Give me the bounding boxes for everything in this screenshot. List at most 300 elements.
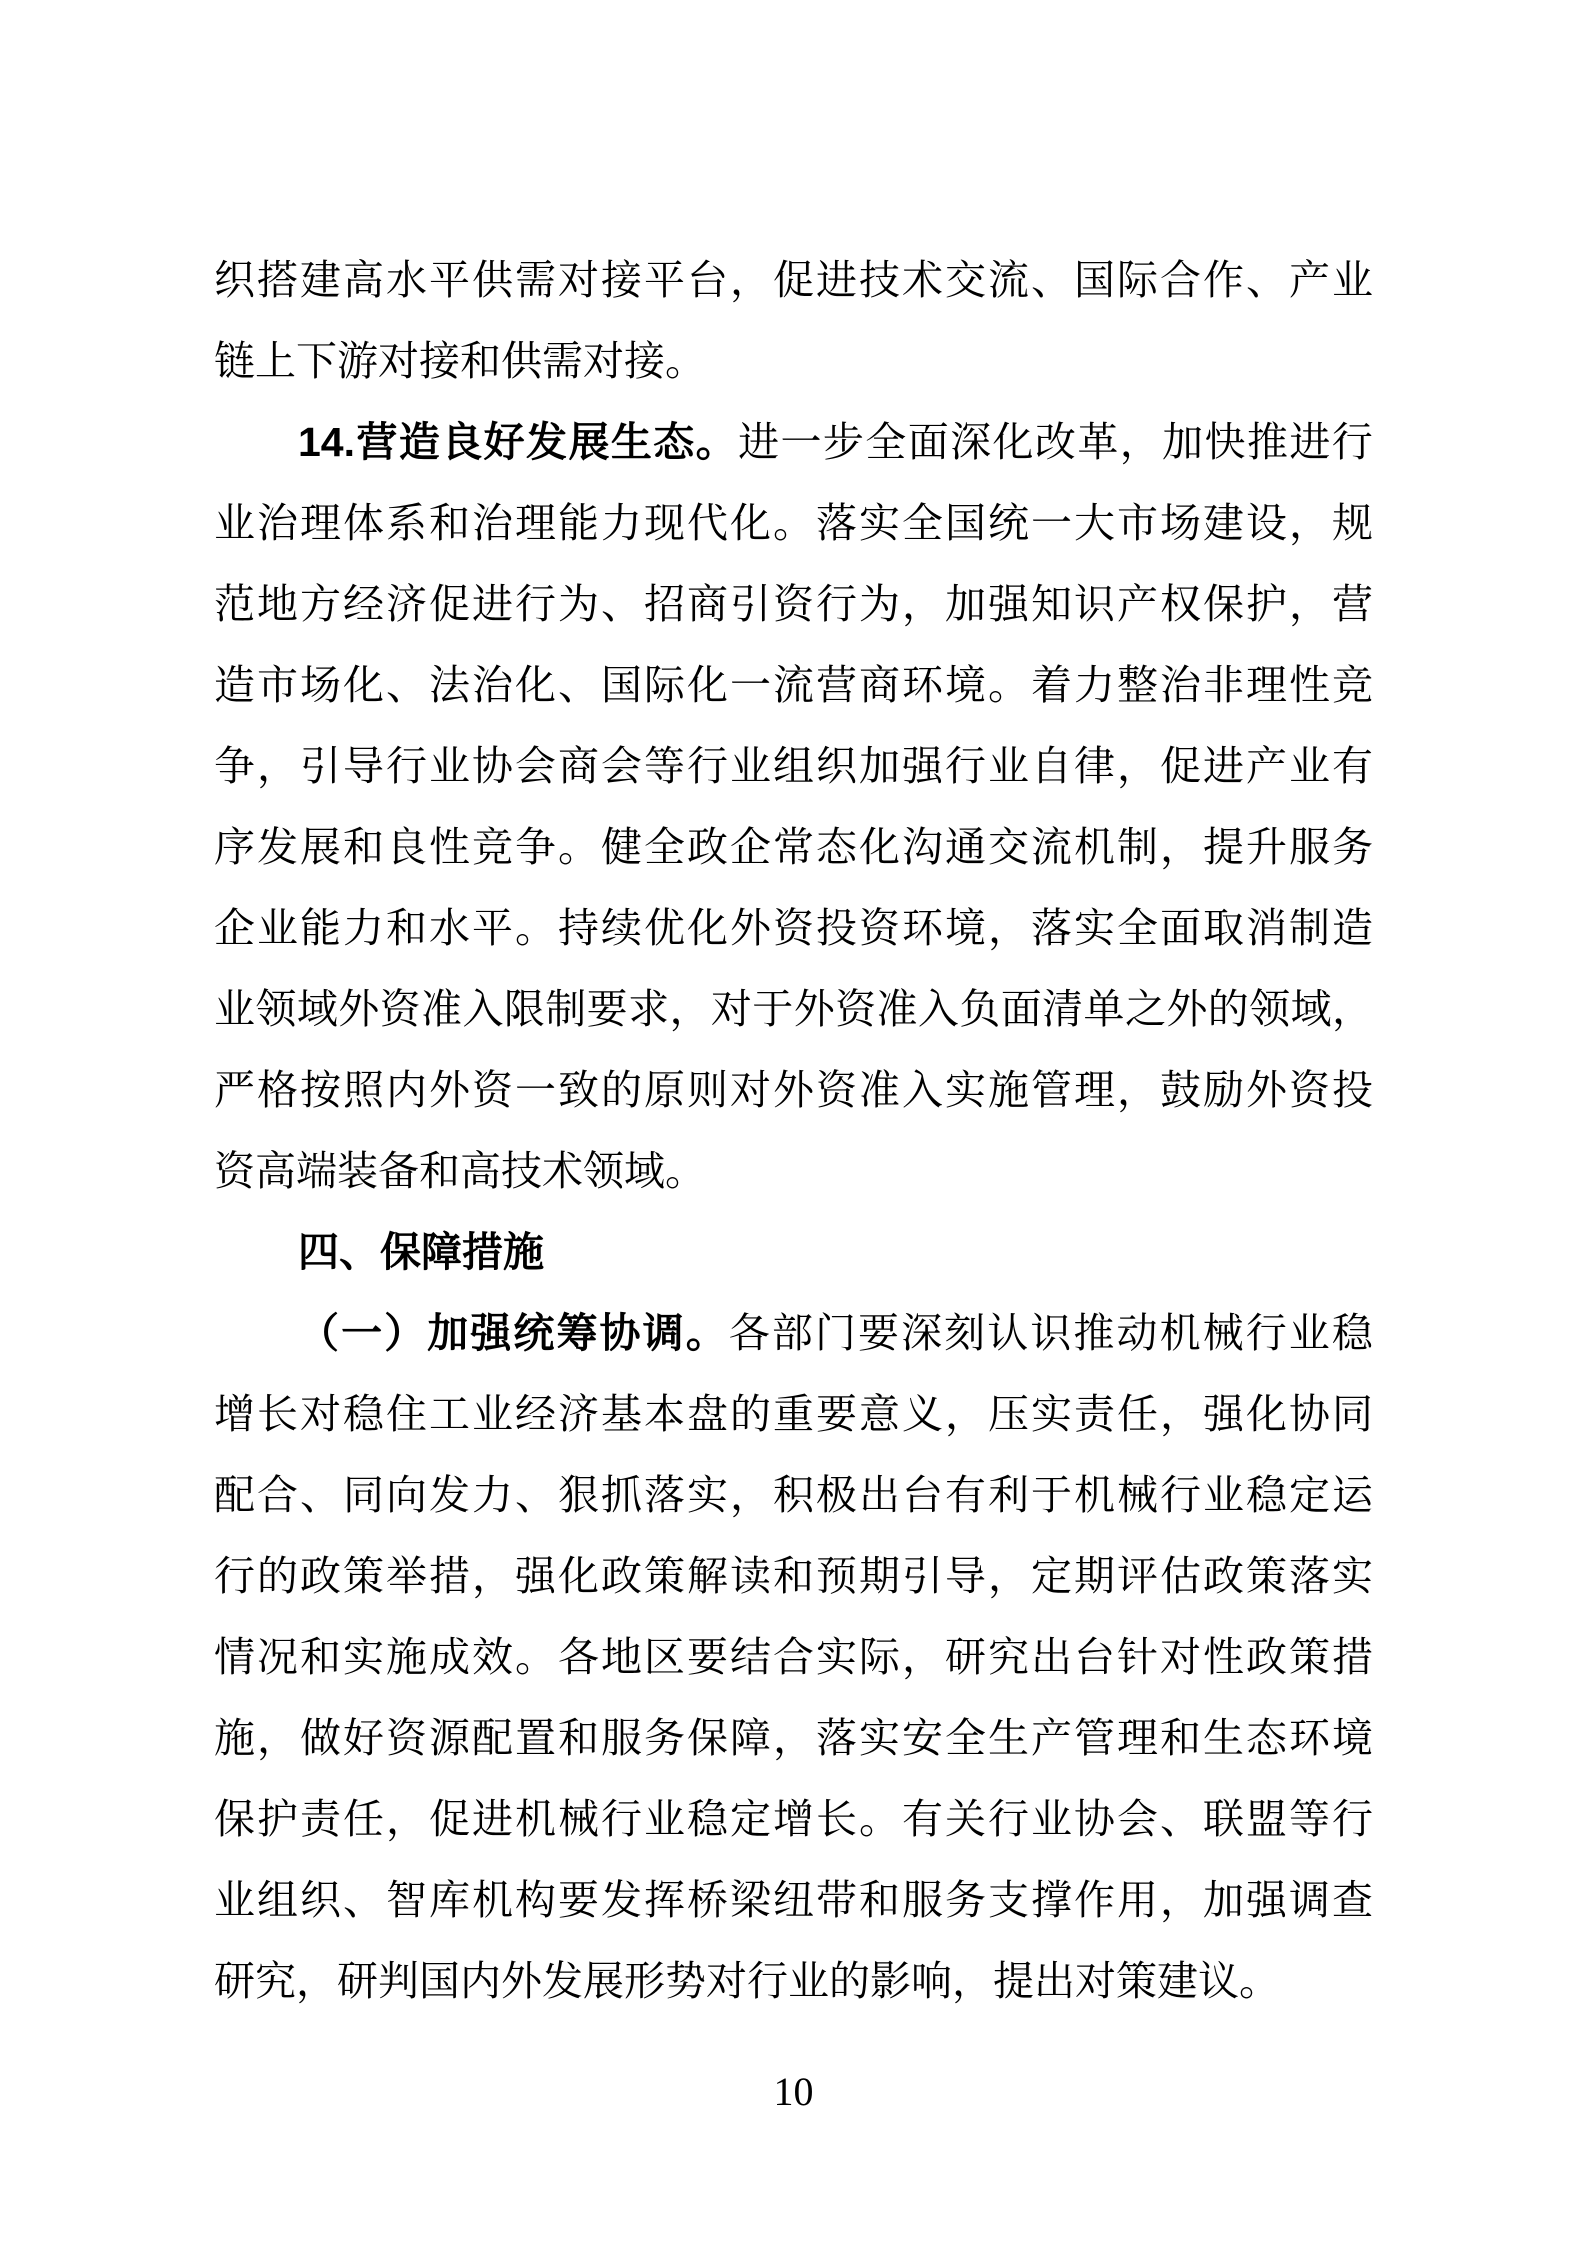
heading-char: 筹 <box>556 1310 598 1356</box>
heading-char: 统 <box>513 1310 555 1356</box>
heading-char: （ <box>298 1310 339 1356</box>
heading-char: 14. <box>298 419 355 465</box>
body-char: 平 <box>472 905 513 951</box>
body-char: 竞 <box>1332 662 1373 708</box>
body-char: 资 <box>773 581 814 627</box>
body-char: 规 <box>1332 500 1373 546</box>
body-char: 措 <box>429 1553 470 1599</box>
body-char: 要 <box>816 1391 857 1437</box>
body-char: 施 <box>386 1634 427 1680</box>
body-char: 业 <box>788 1958 829 2004</box>
body-char: 流 <box>988 257 1029 303</box>
body-char: 织 <box>300 1877 341 1923</box>
body-char: 地 <box>601 1634 642 1680</box>
body-char: 范 <box>214 581 255 627</box>
body-char: 积 <box>773 1472 814 1518</box>
heading-char: 造 <box>398 419 440 465</box>
body-char: 境 <box>945 905 986 951</box>
body-char: 查 <box>1332 1877 1373 1923</box>
body-char: 鼓 <box>1160 1067 1201 1113</box>
body-char: 桥 <box>687 1877 728 1923</box>
body-char: 、 <box>601 581 642 627</box>
body-char: 服 <box>601 1715 642 1761</box>
body-char: 的 <box>257 1553 298 1599</box>
body-char: 置 <box>515 1715 556 1761</box>
body-char: 业 <box>1332 257 1373 303</box>
body-char: 增 <box>214 1391 255 1437</box>
body-char: 平 <box>644 257 685 303</box>
body-char: 。 <box>988 662 1029 708</box>
body-char: 落 <box>816 500 857 546</box>
body-char: 格 <box>257 1067 298 1113</box>
body-char: 机 <box>1074 1472 1115 1518</box>
body-char: 资 <box>859 905 900 951</box>
body-char: 势 <box>665 1958 706 2004</box>
body-char: 方 <box>300 581 341 627</box>
body-char: 。 <box>859 1796 900 1842</box>
body-char: 业 <box>214 1877 255 1923</box>
body-char: 制 <box>1289 905 1330 951</box>
body-char: 重 <box>773 1391 814 1437</box>
body-char: 研 <box>945 1634 986 1680</box>
body-char: ， <box>257 743 298 789</box>
body-char: 业 <box>429 743 470 789</box>
body-char: 刻 <box>944 1310 986 1356</box>
body-char: 步 <box>822 419 864 465</box>
body-char: 外 <box>730 905 771 951</box>
text-line <box>214 1860 1373 1941</box>
body-char: ， <box>1117 1067 1158 1113</box>
body-char: ， <box>952 1958 993 2004</box>
body-char: 、 <box>386 662 427 708</box>
body-char: 读 <box>730 1553 771 1599</box>
body-char: 行 <box>214 1553 255 1599</box>
body-char: 安 <box>902 1715 943 1761</box>
body-char: 强 <box>902 743 943 789</box>
body-char: 全 <box>902 500 943 546</box>
body-char: 设 <box>1246 500 1287 546</box>
body-char: 态 <box>1246 1715 1287 1761</box>
body-char: 和 <box>558 1715 599 1761</box>
body-char: 加 <box>859 743 900 789</box>
body-char: 议 <box>1198 1958 1239 2004</box>
body-char: 之 <box>1124 986 1166 1032</box>
body-char: 环 <box>902 905 943 951</box>
body-char: 需 <box>515 257 556 303</box>
body-char: 务 <box>945 1877 986 1923</box>
body-char: 理 <box>300 500 341 546</box>
body-char: 展 <box>300 824 341 870</box>
text-line <box>214 726 1373 807</box>
body-char: 际 <box>859 1634 900 1680</box>
body-char: 联 <box>1203 1796 1244 1842</box>
body-char: 基 <box>601 1391 642 1437</box>
body-char: 竞 <box>472 824 513 870</box>
body-char: 支 <box>988 1877 1029 1923</box>
text-line <box>214 807 1373 888</box>
body-char: 形 <box>624 1958 665 2004</box>
body-char: 行 <box>747 1958 788 2004</box>
body-char: 建 <box>300 257 341 303</box>
body-char: 国 <box>945 500 986 546</box>
body-char: 加 <box>945 581 986 627</box>
body-char: 落 <box>644 1472 685 1518</box>
body-char: 经 <box>515 1391 556 1437</box>
body-char: 稳 <box>1331 1310 1373 1356</box>
body-char: 严 <box>214 1067 255 1113</box>
body-char: 本 <box>644 1391 685 1437</box>
body-char: 接 <box>419 338 460 384</box>
body-char: 供 <box>501 338 542 384</box>
body-char: 对 <box>583 338 624 384</box>
body-char: 合 <box>1160 257 1201 303</box>
body-char: 原 <box>644 1067 685 1113</box>
body-char: 台 <box>902 1472 943 1518</box>
body-char: 会 <box>1117 1796 1158 1842</box>
body-char: 推 <box>1246 419 1288 465</box>
body-char: 况 <box>257 1634 298 1680</box>
body-char: 治 <box>472 662 513 708</box>
body-char: 保 <box>1203 581 1244 627</box>
body-char: 照 <box>343 1067 384 1113</box>
body-char: 要 <box>586 986 628 1032</box>
body-char: 业 <box>1289 743 1330 789</box>
body-char: 任 <box>343 1796 384 1842</box>
body-char: 机 <box>1159 1310 1201 1356</box>
body-char: 对 <box>300 1391 341 1437</box>
body-char: ， <box>945 1391 986 1437</box>
body-char: 提 <box>1203 824 1244 870</box>
body-char: 一 <box>515 1067 556 1113</box>
body-char: 备 <box>378 1148 419 1194</box>
body-char: ， <box>1289 581 1330 627</box>
body-char: 关 <box>945 1796 986 1842</box>
body-char: 准 <box>421 986 463 1032</box>
body-char: 际 <box>1117 257 1158 303</box>
body-char: 。 <box>558 824 599 870</box>
body-char: 业 <box>257 905 298 951</box>
body-char: 械 <box>1117 1472 1158 1518</box>
body-char: 资 <box>773 905 814 951</box>
body-char: 建 <box>1157 1958 1198 2004</box>
body-char: 协 <box>472 743 513 789</box>
body-char: 业 <box>1031 1796 1072 1842</box>
body-char: 、 <box>558 662 599 708</box>
body-char: 压 <box>988 1391 1029 1437</box>
body-char: 影 <box>870 1958 911 2004</box>
body-char: 对 <box>558 257 599 303</box>
body-char: 发 <box>257 824 298 870</box>
body-char: 外 <box>429 1067 470 1113</box>
body-char: 力 <box>343 905 384 951</box>
body-char: 有 <box>1332 743 1373 789</box>
body-char: 术 <box>542 1148 583 1194</box>
body-char: 、 <box>1031 257 1072 303</box>
body-char: 升 <box>1246 824 1287 870</box>
body-char: 化 <box>343 662 384 708</box>
body-char: 争 <box>214 743 255 789</box>
body-char: 、 <box>300 1472 341 1518</box>
heading-char: 良 <box>441 419 483 465</box>
body-char: 作 <box>1074 1877 1115 1923</box>
body-char: 加 <box>1203 1877 1244 1923</box>
body-char: 策 <box>1116 1958 1157 2004</box>
body-char: 同 <box>343 1472 384 1518</box>
body-char: 行 <box>1245 1310 1287 1356</box>
body-char: 力 <box>1074 662 1115 708</box>
body-char: 政 <box>1203 1553 1244 1599</box>
body-char: 保 <box>214 1796 255 1842</box>
body-char: 引 <box>902 1553 943 1599</box>
body-char: 发 <box>542 1958 583 2004</box>
body-char: 能 <box>300 905 341 951</box>
body-char: 发 <box>601 1877 642 1923</box>
body-char: 械 <box>1202 1310 1244 1356</box>
body-char: 业 <box>214 500 255 546</box>
body-char: 展 <box>583 1958 624 2004</box>
body-char: 导 <box>343 743 384 789</box>
body-char: 织 <box>816 743 857 789</box>
body-char: 业 <box>1203 1472 1244 1518</box>
body-char: ， <box>472 1553 513 1599</box>
body-char: 外 <box>773 1067 814 1113</box>
body-char: 负 <box>959 986 1001 1032</box>
body-char: 大 <box>1074 500 1115 546</box>
body-char: 机 <box>1074 824 1115 870</box>
body-char: 盘 <box>687 1391 728 1437</box>
heading-char: 。 <box>685 1310 727 1356</box>
body-char: ， <box>1160 824 1201 870</box>
body-char: 全 <box>1117 905 1158 951</box>
body-char: 供 <box>472 257 513 303</box>
heading-char: ） <box>384 1310 426 1356</box>
body-char: 生 <box>988 1715 1029 1761</box>
body-char: 促 <box>773 257 814 303</box>
body-char: 落 <box>816 1715 857 1761</box>
body-char: 商 <box>687 581 728 627</box>
body-char: 解 <box>687 1553 728 1599</box>
body-char: 各 <box>728 1310 770 1356</box>
body-char: 护 <box>257 1796 298 1842</box>
body-char: 实 <box>687 1472 728 1518</box>
body-char: 的 <box>829 1958 870 2004</box>
body-char: 优 <box>644 905 685 951</box>
body-char: 行 <box>1160 1472 1201 1518</box>
body-char: 深 <box>950 419 992 465</box>
body-char: 动 <box>1116 1310 1158 1356</box>
body-char: 化 <box>859 824 900 870</box>
body-char: 举 <box>386 1553 427 1599</box>
body-char: 好 <box>343 1715 384 1761</box>
body-char: 为 <box>558 581 599 627</box>
body-char: 务 <box>1332 824 1373 870</box>
body-char: 政 <box>1246 1634 1287 1680</box>
body-char: 落 <box>1289 1553 1330 1599</box>
body-char: 识 <box>1074 581 1115 627</box>
body-char: 用 <box>1117 1877 1158 1923</box>
body-char: 技 <box>501 1148 542 1194</box>
body-char: 。 <box>665 338 706 384</box>
body-char: 境 <box>1332 1715 1373 1761</box>
body-text-block <box>214 240 1373 2022</box>
body-char: 出 <box>859 1472 900 1518</box>
text-line <box>214 1455 1373 1536</box>
body-char: 、 <box>1160 1796 1201 1842</box>
body-char: 营 <box>1332 581 1373 627</box>
body-char: 律 <box>1074 743 1115 789</box>
body-char: 续 <box>601 905 642 951</box>
body-char: 等 <box>644 743 685 789</box>
body-char: ， <box>296 1958 337 2004</box>
text-line <box>214 321 1373 402</box>
body-char: 促 <box>429 581 470 627</box>
body-char: 高 <box>343 257 384 303</box>
body-char: 序 <box>214 824 255 870</box>
body-char: 定 <box>730 1796 771 1842</box>
body-char: 智 <box>386 1877 427 1923</box>
body-char: 场 <box>300 662 341 708</box>
body-char: 国 <box>1074 257 1115 303</box>
body-char: 定 <box>1031 1553 1072 1599</box>
body-char: 和 <box>300 1634 341 1680</box>
body-char: 水 <box>386 257 427 303</box>
body-char: 政 <box>601 1553 642 1599</box>
body-char: 业 <box>214 986 255 1032</box>
body-char: 策 <box>1289 1634 1330 1680</box>
heading-char: 、 <box>339 1229 380 1275</box>
body-char: 有 <box>945 1472 986 1518</box>
body-char: 外 <box>1166 986 1208 1032</box>
body-char: 外 <box>501 1958 542 2004</box>
body-char: 需 <box>542 338 583 384</box>
body-char: 化 <box>1246 1391 1287 1437</box>
body-char: 组 <box>257 1877 298 1923</box>
body-char: 协 <box>1289 1391 1330 1437</box>
body-char: 造 <box>1332 905 1373 951</box>
body-char: 响 <box>911 1958 952 2004</box>
body-char: 增 <box>773 1796 814 1842</box>
body-char: 利 <box>988 1472 1029 1518</box>
body-char: 体 <box>343 500 384 546</box>
body-char: 商 <box>859 662 900 708</box>
body-char: 要 <box>858 1310 900 1356</box>
body-char: 实 <box>859 1715 900 1761</box>
body-char: 持 <box>558 905 599 951</box>
body-char: 实 <box>1031 1391 1072 1437</box>
page-number: 10 <box>773 2069 814 2114</box>
text-line <box>214 1050 1373 1131</box>
body-char: ， <box>257 1715 298 1761</box>
body-char: 面 <box>1000 986 1042 1032</box>
body-char: 认 <box>987 1310 1029 1356</box>
body-char: 内 <box>386 1067 427 1113</box>
body-char: 效 <box>472 1634 513 1680</box>
body-char: 和 <box>773 1553 814 1599</box>
body-char: 常 <box>773 824 814 870</box>
body-char: ， <box>1331 986 1373 1032</box>
body-char: 稳 <box>1246 1472 1287 1518</box>
body-char: 游 <box>337 338 378 384</box>
body-char: 策 <box>343 1553 384 1599</box>
body-char: 强 <box>988 581 1029 627</box>
body-char: 国 <box>419 1958 460 2004</box>
body-char: 全 <box>865 419 907 465</box>
text-line <box>214 1617 1373 1698</box>
body-char: 进 <box>472 581 513 627</box>
body-char: 沟 <box>902 824 943 870</box>
body-char: 究 <box>255 1958 296 2004</box>
body-char: 的 <box>730 1391 771 1437</box>
body-char: 快 <box>1204 419 1246 465</box>
text-line <box>214 1536 1373 1617</box>
body-char: 住 <box>386 1391 427 1437</box>
body-char: 要 <box>687 1634 728 1680</box>
body-char: 生 <box>1203 1715 1244 1761</box>
body-char: 。 <box>665 1148 706 1194</box>
body-char: 性 <box>429 824 470 870</box>
body-char: 搭 <box>257 257 298 303</box>
body-char: 械 <box>558 1796 599 1842</box>
body-char: 业 <box>472 1391 513 1437</box>
body-char: 提 <box>993 1958 1034 2004</box>
body-char: 良 <box>386 824 427 870</box>
body-char: 高 <box>460 1148 501 1194</box>
body-char: ， <box>1160 1391 1201 1437</box>
body-char: 台 <box>687 257 728 303</box>
body-char: 清 <box>1042 986 1084 1032</box>
body-char: 有 <box>902 1796 943 1842</box>
body-char: 判 <box>378 1958 419 2004</box>
body-char: 实 <box>343 1634 384 1680</box>
body-char: 对 <box>706 1958 747 2004</box>
body-char: 促 <box>1160 743 1201 789</box>
heading-char: 措 <box>462 1229 503 1275</box>
body-char: 资 <box>214 1148 255 1194</box>
body-char: 外 <box>338 986 380 1032</box>
body-char: 于 <box>752 986 794 1032</box>
body-char: 领 <box>255 986 297 1032</box>
body-char: 投 <box>1332 1067 1373 1113</box>
body-char: 力 <box>472 1472 513 1518</box>
body-char: 流 <box>773 662 814 708</box>
body-char: 商 <box>558 743 599 789</box>
body-char: 梁 <box>730 1877 771 1923</box>
body-char: 代 <box>687 500 728 546</box>
body-char: 为 <box>859 581 900 627</box>
body-char: 台 <box>1074 1634 1115 1680</box>
body-char: 实 <box>1332 1553 1373 1599</box>
body-char: 产 <box>1117 581 1158 627</box>
body-char: 领 <box>583 1148 624 1194</box>
body-char: 现 <box>644 500 685 546</box>
body-char: 策 <box>644 1553 685 1599</box>
text-line <box>214 564 1373 645</box>
body-char: 化 <box>558 1553 599 1599</box>
body-char: 行 <box>601 1796 642 1842</box>
body-char: 和 <box>1160 1715 1201 1761</box>
body-char: 接 <box>601 257 642 303</box>
body-char: 接 <box>624 338 665 384</box>
body-char: 际 <box>644 662 685 708</box>
heading-char: 四 <box>298 1229 339 1275</box>
body-char: 一 <box>1031 500 1072 546</box>
body-char: 区 <box>644 1634 685 1680</box>
body-char: 单 <box>1083 986 1125 1032</box>
body-char: 引 <box>730 581 771 627</box>
heading-char: 生 <box>610 419 652 465</box>
body-char: 配 <box>472 1715 513 1761</box>
body-char: 化 <box>687 662 728 708</box>
